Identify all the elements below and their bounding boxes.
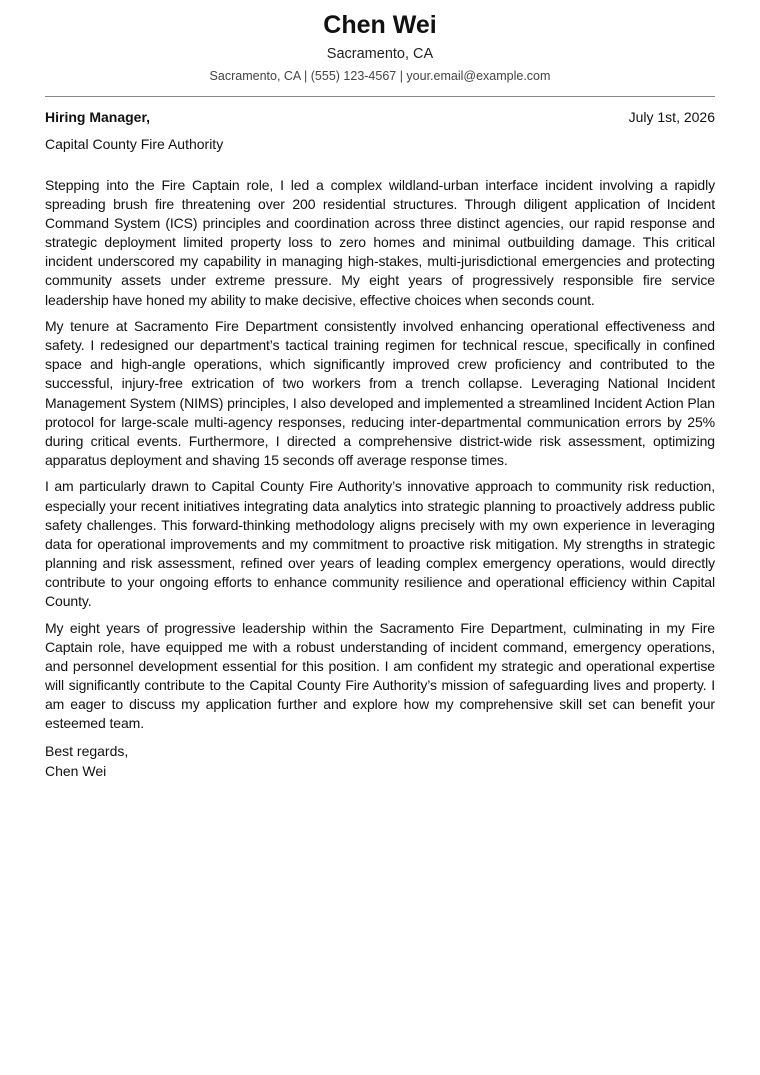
body-paragraph: I am particularly drawn to Capital County Fire Authority’s innovative approach to community risk reduction, especially your recent initiatives integrating data analytics into strategic planning to proactively address public safety challenges. This forward-thinking methodology aligns precisely with my own experience in leveraging data for operational improvements and my commitment to proactive risk mitigation. My strengths in strategic planning and risk assessment, refined over years of leading complex emergency operations, would directly contribute to your ongoing efforts to enhance community resilience and operational efficiency within Capital County. bbox=[45, 478, 715, 609]
contact-line: Sacramento, CA | (555) 123-4567 | your.email@example.com bbox=[209, 69, 551, 83]
applicant-name: Chen Wei bbox=[323, 11, 437, 39]
recipient: Hiring Manager, bbox=[45, 109, 151, 125]
organization-name: Capital County Fire Authority bbox=[45, 136, 224, 152]
body-paragraph: My tenure at Sacramento Fire Department consistently involved enhancing operational effectiveness and safety. I redesigned our department’s tactical training regimen for technical rescue, specifically in confined space and high-angle operations, which significantly improved crew proficiency and contributed to the successful, injury-free extrication of two workers from a trench collapse. Leveraging National Incident Management System (NIMS) principles, I also developed and implemented a streamlined Incident Action Plan protocol for large-scale multi-agency responses, reducing inter-departmental communication errors by 25% during critical events. Furthermore, I directed a comprehensive district-wide risk assessment, optimizing apparatus deployment and shaving 15 seconds off average response times. bbox=[45, 318, 715, 468]
letter-body bbox=[45, 176, 715, 733]
letter-closing bbox=[45, 742, 715, 781]
sign-off: Best regards, bbox=[45, 743, 129, 760]
body-paragraph: My eight years of progressive leadership within the Sacramento Fire Department, culminating in my Fire Captain role, have equipped me with a robust understanding of incident command, emergency operations, and personnel development essential for this position. I am confident my strategic and operational expertise will significantly contribute to the Capital County Fire Authority’s mission of safeguarding lives and property. I am eager to discuss my application further and explore how my comprehensive skill set can benefit your esteemed team. bbox=[45, 619, 715, 732]
letter-date: July 1st, 2026 bbox=[628, 109, 715, 125]
body-paragraph: Stepping into the Fire Captain role, I led a complex wildland-urban interface incident involving a rapidly spreading brush fire threatening over 200 residential structures. Through diligent application of Incident Command System (ICS) principles and coordination across three distinct agencies, our rapid response and strategic deployment limited property loss to zero homes and minimal outbuilding damage. This critical incident underscored my capability in managing high-stakes, multi-jurisdictional emergencies and protecting community assets under extreme pressure. My eight years of progressively responsible fire service leadership have honed my ability to make decisive, effective choices when seconds count. bbox=[45, 177, 715, 308]
signature-name: Chen Wei bbox=[45, 762, 107, 779]
header-divider bbox=[45, 96, 715, 97]
recipient-date-row bbox=[45, 108, 715, 126]
applicant-location: Sacramento, CA bbox=[326, 46, 434, 62]
letter-header bbox=[45, 0, 715, 84]
